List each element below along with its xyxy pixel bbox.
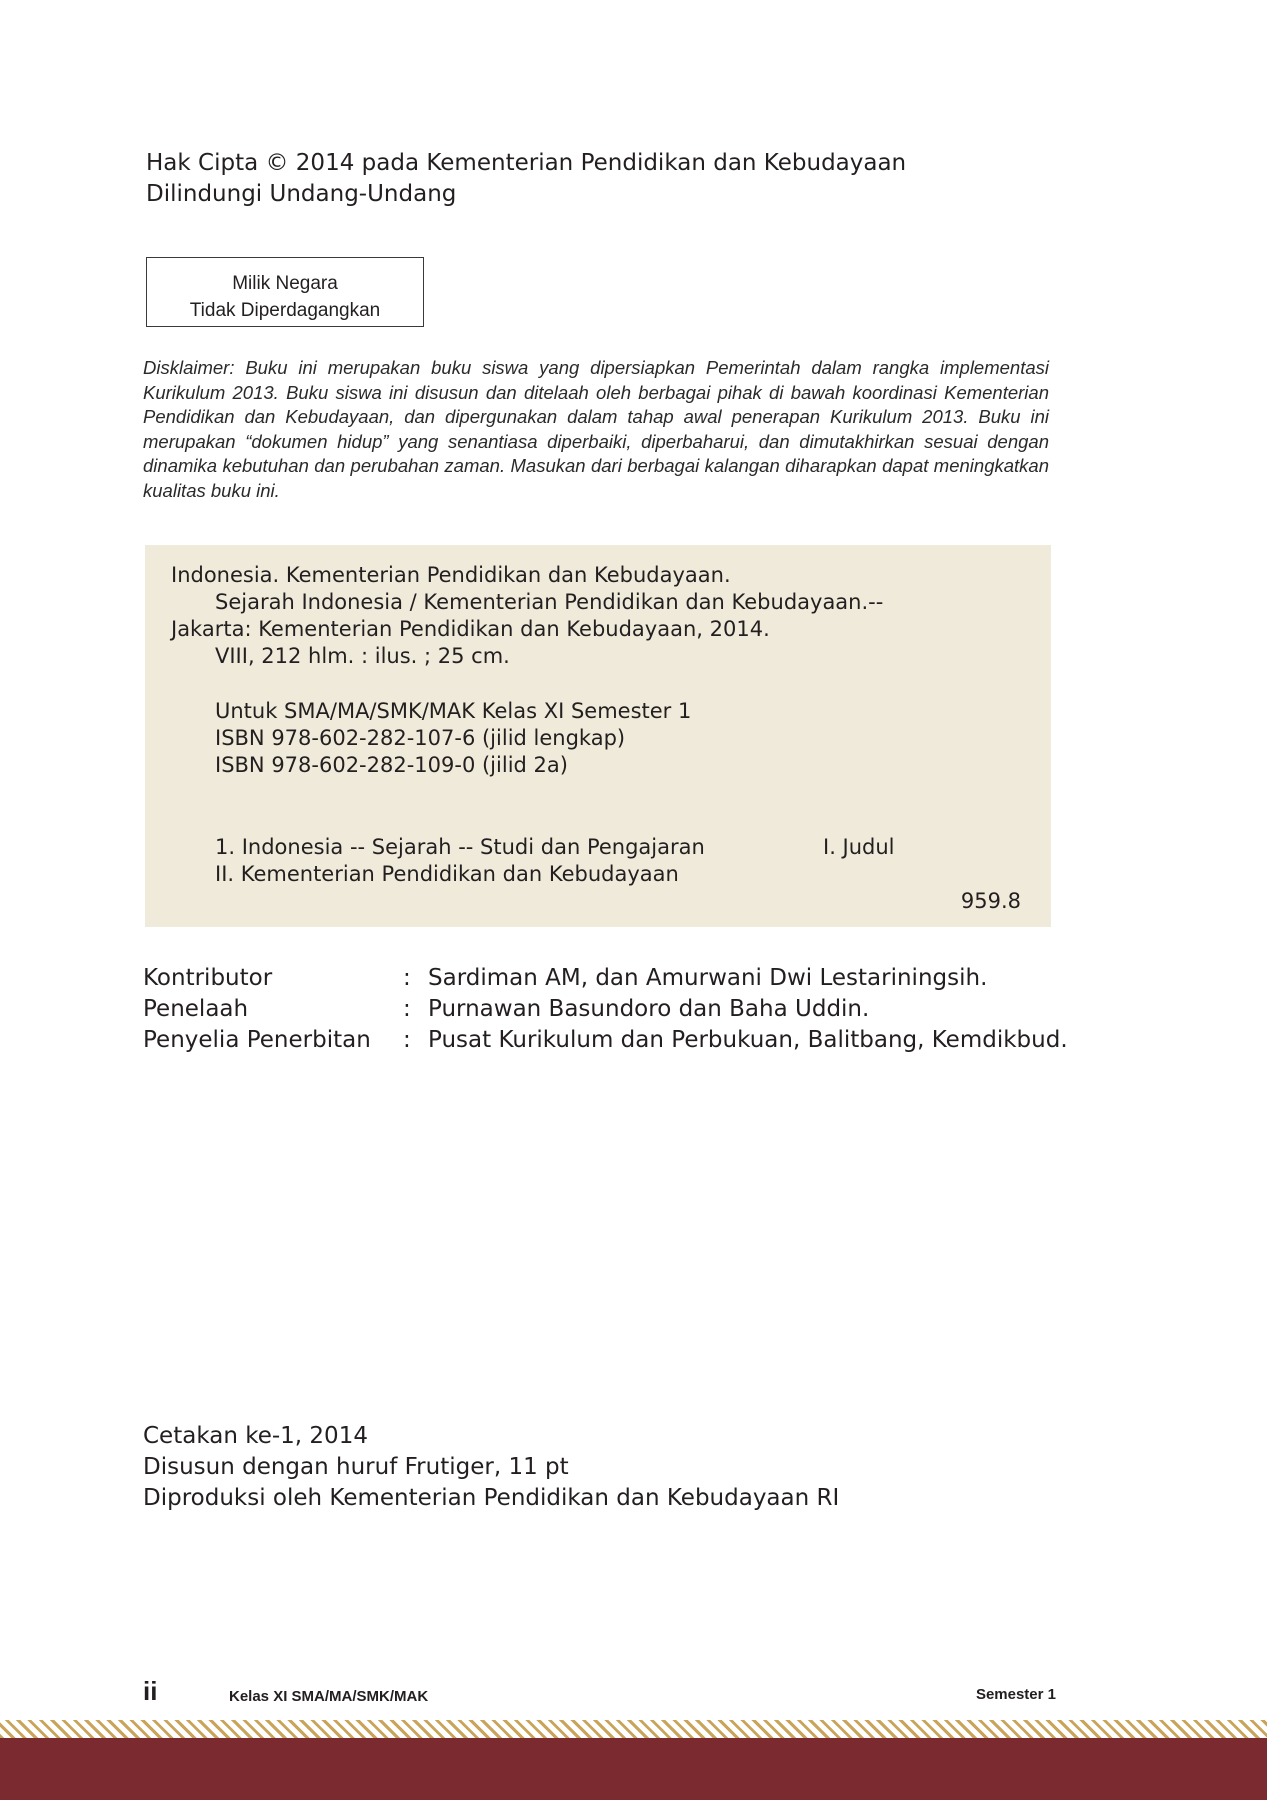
credit-value: Pusat Kurikulum dan Perbukuan, Balitbang, Kemdikbud.: [428, 1027, 1068, 1053]
credit-row: [143, 1025, 1068, 1056]
catalog-author: Indonesia. Kementerian Pendidikan dan Kebudayaan.: [171, 563, 731, 587]
disclaimer-text: Disklaimer: Buku ini merupakan buku siswa yang dipersiapkan Pemerintah dalam rangka implementasi Kurikulum 2013. Buku siswa ini disusun dan ditelaah oleh berbagai pihak di bawah koordinasi Kementerian Pendidikan dan Kebudayaan, dan dipergunakan dalam tahap awal penerapan Kurikulum 2013. Buku ini merupakan “dokumen hidup” yang senantiasa diperbaiki, diperbaharui, dan dimutakhirkan sesuai dengan dinamika kebutuhan dan perubahan zaman. Masukan dari berbagai kalangan diharapkan dapat meningkatkan kualitas buku ini.: [143, 357, 1049, 501]
credit-row: [143, 994, 1068, 1025]
catalog-isbn-full: ISBN 978-602-282-107-6 (jilid lengkap): [215, 726, 626, 750]
stamp-line-2: Tidak Diperdagangkan: [189, 300, 381, 321]
print-info: [143, 1421, 839, 1514]
credit-value: Sardiman AM, dan Amurwani Dwi Lestariningsih.: [428, 965, 988, 991]
catalog-physical: VIII, 212 hlm. : ilus. ; 25 cm.: [215, 644, 510, 668]
credit-row: [143, 963, 1068, 994]
catalog-subject-1: 1. Indonesia -- Sejarah -- Studi dan Pengajaran: [215, 835, 705, 859]
decorative-zigzag-border: [0, 1720, 1267, 1738]
credit-label: Penelaah: [143, 996, 249, 1022]
catalog-isbn-volume: ISBN 978-602-282-109-0 (jilid 2a): [215, 753, 568, 777]
ownership-stamp: [146, 257, 424, 327]
copyright-notice: [146, 148, 906, 210]
catalog-audience: Untuk SMA/MA/SMK/MAK Kelas XI Semester 1: [215, 699, 692, 723]
catalog-classification: 959.8: [960, 889, 1021, 913]
stamp-line-1: Milik Negara: [232, 273, 338, 294]
credit-value: Purnawan Basundoro dan Baha Uddin.: [428, 996, 870, 1022]
catalog-title-entry: I. Judul: [823, 835, 895, 859]
protection-line: Dilindungi Undang-Undang: [146, 181, 457, 207]
page-number: ii: [143, 1676, 158, 1706]
edition-line: Cetakan ke-1, 2014: [143, 1423, 368, 1449]
credit-separator: :: [403, 996, 411, 1022]
producer-line: Diproduksi oleh Kementerian Pendidikan dan Kebudayaan RI: [143, 1485, 840, 1511]
footer-class-label: Kelas XI SMA/MA/SMK/MAK: [229, 1688, 429, 1705]
footer-semester-label: Semester 1: [975, 1686, 1056, 1703]
copyright-line: Hak Cipta © 2014 pada Kementerian Pendidikan dan Kebudayaan: [146, 150, 907, 176]
credit-label: Penyelia Penerbitan: [143, 1027, 371, 1053]
catalog-publisher: Jakarta: Kementerian Pendidikan dan Kebudayaan, 2014.: [171, 617, 770, 641]
credit-separator: :: [403, 1027, 411, 1053]
credit-separator: :: [403, 965, 411, 991]
catalog-box: [145, 545, 1051, 927]
typeface-line: Disusun dengan huruf Frutiger, 11 pt: [143, 1454, 569, 1480]
credit-label: Kontributor: [143, 965, 273, 991]
credits-list: [143, 963, 1068, 1056]
bottom-color-band: [0, 1738, 1267, 1800]
catalog-title: Sejarah Indonesia / Kementerian Pendidikan dan Kebudayaan.--: [215, 590, 884, 614]
catalog-subject-2: II. Kementerian Pendidikan dan Kebudayaan: [215, 862, 679, 886]
